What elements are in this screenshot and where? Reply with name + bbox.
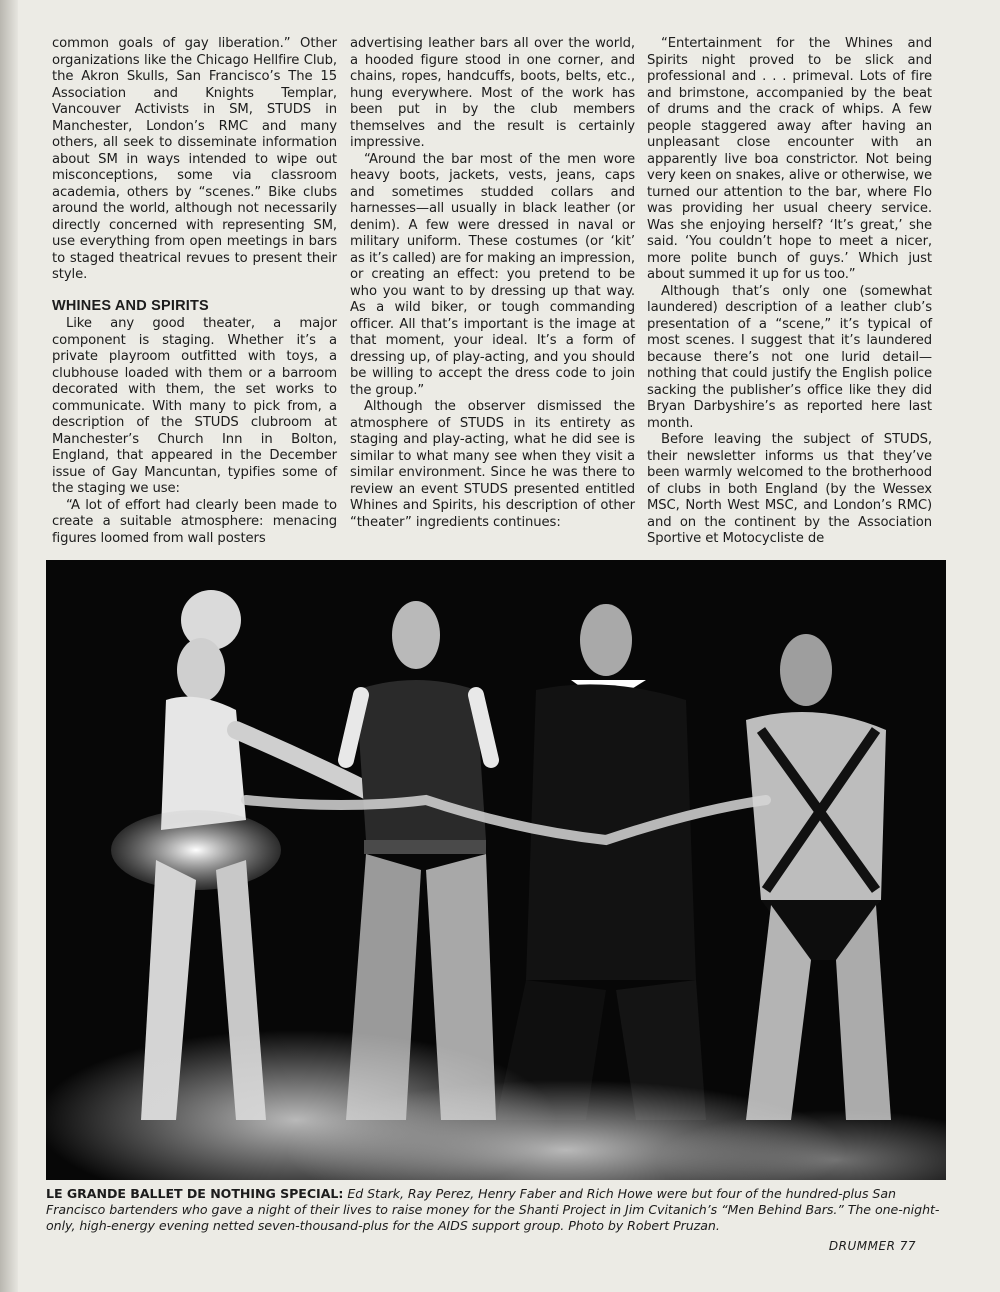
article-paragraph: common goals of gay liberation.” Other organizations like the Chicago Hellfire Club, the Akron Skulls, San Francisco’s The 15 Association and Knights Templar, Vancouver Activists in SM, STUDS in Manchester, London’s RMC and many others, all seek to disseminate information about SM in ways intended to wipe out misconceptions, some via classroom academia, others by “scenes.” Bike clubs around the world, although not necessarily directly concerned with representing SM, use everything from open meetings in bars to staged theatrical revues to present their style. [52,36,337,282]
caption-lead: LE GRANDE BALLET DE NOTHING SPECIAL: [46,1186,344,1201]
article-paragraph: Although the observer dismissed the atmosphere of STUDS in its entirety as staging and play-acting, what he did see is similar to what many see when they visit a similar environment. Since he was there to review an event STUDS presented entitled Whines and Spirits, his description of other “theater” ingredients continues: [350,399,635,530]
article-paragraph: Although that’s only one (somewhat laundered) description of a leather club’s presentation of a “scene,” it’s typical of most scenes. I suggest that it’s laundered because there’s not one lurid detail—nothing that could justify the English police sacking the publisher’s office like they did Bryan Darbyshire’s as reported here last month. [647,283,932,431]
article-paragraph: Like any good theater, a major component is staging. Whether it’s a private playroom outfitted with toys, a clubhouse loaded with them or a barroom decorated with them, the set works to communicate. With many to pick from, a description of the STUDS clubroom at Manchester’s Church Inn in Bolton, England, that appeared in the December issue of Gay Mancuntan, typifies some of the staging we use: [52,316,337,496]
section-subhead: WHINES AND SPIRITS [52,297,209,314]
caption-body: Ed Stark, Ray Perez, Henry Faber and Rich Howe were but four of the hundred-plus San Francisco bartenders who gave a night of their lives to raise money for the Shanti Project in Jim Cvitanich’s “Men Behind Bars.” The one-night-only, high-energy evening netted seven-thousand-plus for the AIDS support group. Photo by Robert Pruzan. [46,1186,940,1233]
ballet-photograph [46,560,946,1180]
article-column-3 [647,36,932,548]
page-folio: DRUMMER 77 [828,1239,916,1253]
article-paragraph: Before leaving the subject of STUDS, their newsletter informs us that they’ve been warmly welcomed to the brotherhood of clubs in both England (by the Wessex MSC, North West MSC, and London’s RMC) and on the continent by the Association Sportive et Motocycliste de [647,432,932,546]
article-paragraph: “Entertainment for the Whines and Spirits night proved to be slick and professional and . . . primeval. Lots of fire and brimstone, accompanied by the beat of drums and the crack of whips. A few people staggered away after having an unpleasant close encounter with an apparently live boa constrictor. Not being very keen on snakes, alive or otherwise, we turned our attention to the bar, where Flo was providing her usual cheery service. Was she enjoying herself? ‘It’s great,’ she said. ‘You couldn’t hope to meet a nicer, more polite bunch of guys.’ Which just about summed it up for us too.” [647,36,932,282]
article-column-1 [52,36,337,547]
photo-caption [46,1186,946,1234]
page-gutter-shadow [0,0,18,1292]
article-paragraph: “Around the bar most of the men wore heavy boots, jackets, vests, jeans, caps and sometimes studded collars and harnesses—all usually in black leather (or denim). A few were dressed in naval or military uniform. These costumes (or ‘kit’ as it’s called) are for making an impression, or creating an effect: you pretend to be who you want to by dressing up that way. As a wild biker, or tough commanding officer. All that’s important is the image at that moment, your ideal. It’s a form of dressing up, of play-acting, and you should be willing to accept the dress code to join the group.” [350,151,635,398]
article-paragraph: “A lot of effort had clearly been made to create a suitable atmosphere: menacing figures loomed from wall posters [52,497,337,546]
article-column-2 [350,36,635,531]
photo-illustration [46,560,946,1180]
article-paragraph: advertising leather bars all over the world, a hooded figure stood in one corner, and chains, ropes, handcuffs, boots, belts, etc., hung everywhere. Most of the work has been put in by the club members themselves and the result is certainly impressive. [350,36,635,150]
